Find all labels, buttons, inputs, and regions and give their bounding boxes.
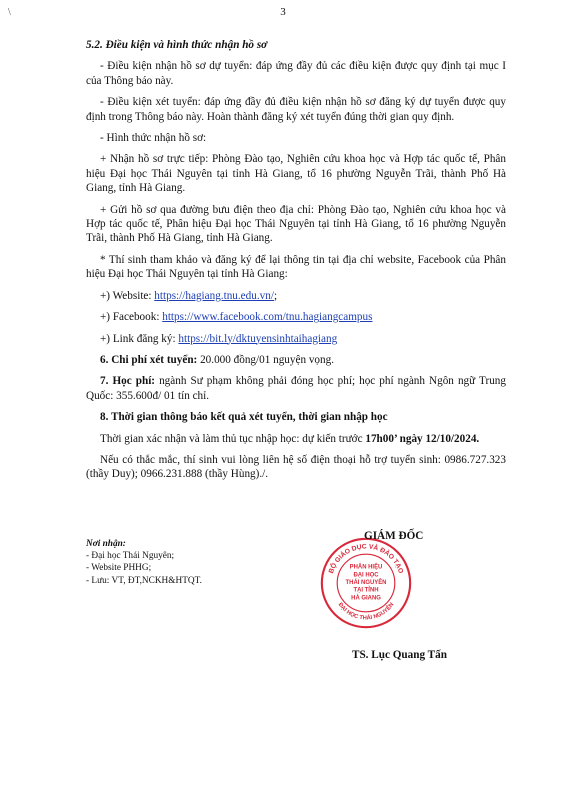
recipient-item: - Website PHHG; (86, 563, 152, 574)
section-5-2-heading: 5.2. Điều kiện và hình thức nhận hồ sơ (86, 39, 268, 51)
recipient-item: - Lưu: VT, ĐT,NCKH&HTQT. (86, 575, 202, 586)
website-label: +) Website: (100, 289, 155, 302)
stamp-ring-bottom: ĐẠI HỌC THÁI NGUYÊN (336, 601, 396, 622)
section-8-time (86, 432, 506, 446)
website-link[interactable]: https://hagiang.tnu.edu.vn/ (154, 289, 274, 302)
section-6-label: 6. Chi phí xét tuyển: (100, 353, 198, 366)
paragraph-hinh-thuc: - Hình thức nhận hồ sơ: (100, 132, 207, 145)
stamp-ring-top: BỘ GIÁO DỤC VÀ ĐÀO TẠO (327, 543, 405, 575)
stamp-line: HÀ GIANG (351, 595, 381, 602)
register-line (86, 332, 506, 346)
corner-mark: \ (8, 7, 11, 18)
section-7-label: 7. Học phí: (100, 375, 156, 388)
stamp-line: THÁI NGUYÊN (345, 579, 387, 586)
register-link[interactable]: https://bit.ly/dktuyensinhtaihagiang (178, 332, 338, 345)
page-number: 3 (280, 6, 286, 18)
facebook-label: +) Facebook: (100, 311, 163, 324)
signature-name: TS. Lục Quang Tấn (352, 649, 447, 661)
register-label: +) Link đăng ký: (100, 332, 179, 345)
facebook-link[interactable]: https://www.facebook.com/tnu.hagiangcampus (162, 311, 373, 324)
paragraph-tham-khao: * Thí sinh tham khảo và đăng ký để lại thông tin tại địa chỉ website, Facebook của Phân hiệu Đại học Thái Nguyên tại tỉnh Hà Giang: (86, 253, 506, 281)
website-line (86, 289, 506, 303)
section-8-heading: 8. Thời gian thông báo kết quả xét tuyển, thời gian nhập học (100, 411, 388, 424)
website-tail: ; (273, 289, 278, 302)
stamp-line: PHÂN HIỆU (349, 564, 383, 571)
paragraph-dieu-kien-xet: - Điều kiện xét tuyển: đáp ứng đầy đủ điều kiện nhận hồ sơ đăng ký dự tuyển được quy định trong Thông báo này. Hoàn thành đăng ký xét tuyển đúng thời gian quy định. (86, 96, 506, 123)
recipient-item: - Đại học Thái Nguyên; (86, 551, 175, 562)
section-7-text: ngành Sư phạm không phải đóng học phí; học phí ngành Ngôn ngữ Trung Quốc: 355.600đ/ 01 tín chỉ. (86, 375, 506, 402)
facebook-line (86, 310, 506, 324)
recipients-title: Nơi nhận: (86, 539, 126, 549)
section-6-text: 20.000 đồng/01 nguyện vọng. (197, 353, 335, 366)
official-stamp (318, 535, 414, 631)
section-7 (86, 374, 506, 403)
paragraph-buu-dien: + Gửi hồ sơ qua đường bưu điện theo địa chỉ: Phòng Đào tạo, Nghiên cứu khoa học và Hợp tác quốc tế, Phân hiệu Đại học Thái Nguyên tại tỉnh Hà Giang, tổ 16 phường Nguyễn Trãi, thành Phố Hà Giang, tỉnh Hà Giang. (86, 203, 506, 245)
document-body (86, 38, 506, 489)
section-8-deadline: 17h00’ ngày 12/10/2024. (365, 432, 480, 445)
section-6 (86, 353, 506, 367)
paragraph-nhan-truc-tiep: + Nhận hồ sơ trực tiếp: Phòng Đào tạo, Nghiên cứu khoa học và Hợp tác quốc tế, Phân hiệu Đại học Thái Nguyên tại tỉnh Hà Giang, tổ 16 phường Nguyễn Trãi, thành Phố Hà Giang, tỉnh Hà Giang. (86, 153, 506, 195)
paragraph-dieu-kien-nhan: - Điều kiện nhận hồ sơ dự tuyển: đáp ứng đầy đủ các điều kiện được quy định tại mục I của Thông báo này. (86, 60, 506, 87)
section-8-contact: Nếu có thắc mắc, thí sinh vui lòng liên hệ số điện thoại hỗ trợ tuyển sinh: 0986.727.323 (thầy Duy); 0966.231.888 (thầy Hùng)./. (86, 453, 506, 481)
section-8-time-text: Thời gian xác nhận và làm thủ tục nhập học: dự kiến trước (100, 432, 366, 445)
stamp-line: TẠI TỈNH (353, 587, 379, 594)
signature-title: GIÁM ĐỐC (364, 530, 424, 542)
recipients-block (86, 538, 202, 587)
stamp-line: ĐẠI HỌC (353, 572, 379, 579)
